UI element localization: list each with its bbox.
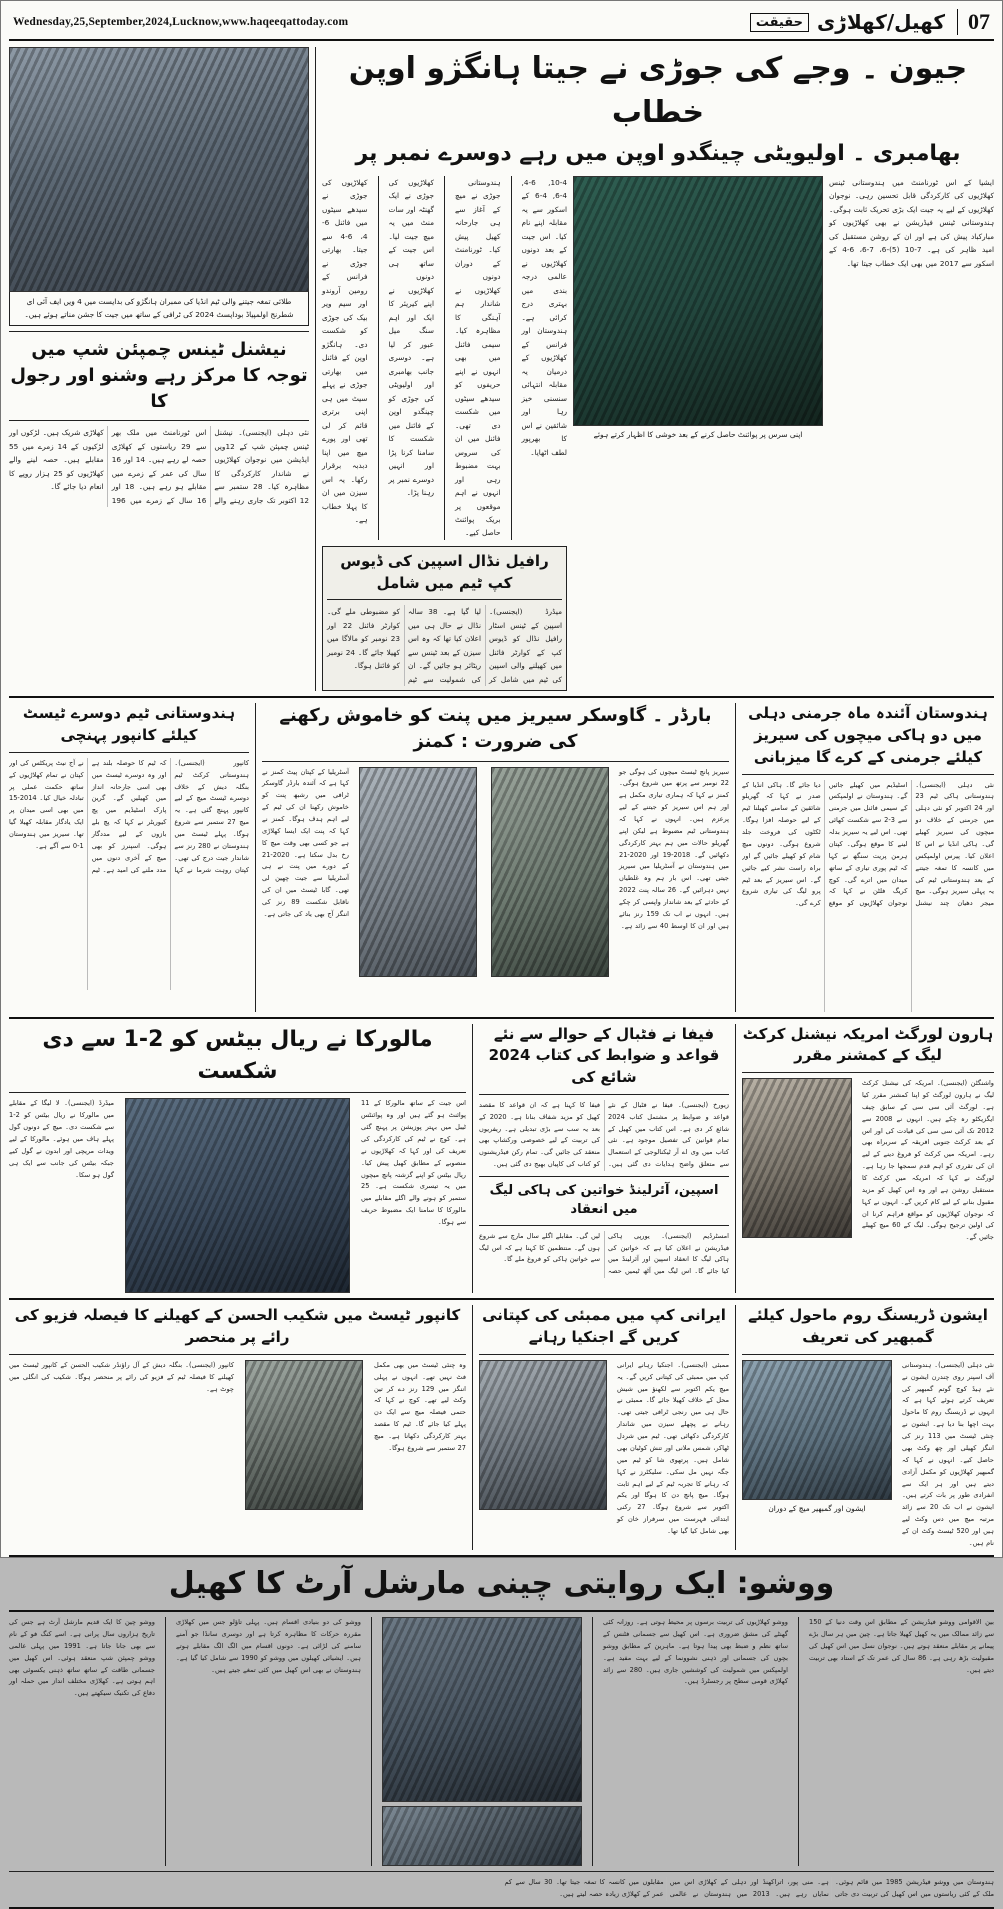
divider xyxy=(735,1024,736,1294)
divider xyxy=(472,1305,473,1549)
wushu-body-4: ووشو کھلاڑیوں کی تربیت برسوں پر محیط ہوتی ہے۔ روزانہ کئی گھنٹے کی مشق ضروری ہے۔ اس کھیل سے جسمانی فٹنس کے ساتھ نظم و ضبط بھی پیدا ہوتا ہے۔ ماہرین کے مطابق ووشو بچوں کی جسمانی اور ذہنی نشوونما کے لیے بہت مفید ہے۔ اولمپکس میں شمولیت کی کوششیں جاری ہیں۔ 280 سے زائد کھلاڑی قومی سطح پر رجسٹرڈ ہیں۔ xyxy=(603,1618,788,1686)
lead-main xyxy=(322,47,994,691)
wushu-photo-figure xyxy=(382,1617,582,1866)
story-dressing xyxy=(742,1305,994,1549)
cummins-photo xyxy=(491,767,609,977)
story-mallorca xyxy=(9,1024,466,1294)
shakib-body-b: وہ چنئی ٹیسٹ میں بھی مکمل فٹ نہیں تھے۔ انہوں نے پہلی اننگز میں 129 رنز دے کر تین وکٹ لیے تھے۔ کوچ نے کہا کہ حتمی فیصلہ میچ سے ایک دن پہلے کیا جائے گا۔ ٹیم کا مقصد بہتر کارکردگی دکھانا ہے۔ میچ 27 ستمبر سے شروع ہوگا۔ xyxy=(374,1360,466,1452)
divider xyxy=(371,1617,372,1866)
divider xyxy=(444,176,445,540)
row-two xyxy=(9,703,994,1011)
tennis-champ-body: نئی دہلی (ایجنسی)۔ نیشنل ٹینس چمپئن شپ کے 12ویں ایڈیشن میں نوجوان کھلاڑیوں نے شاندار کارکردگی کا مظاہرہ کیا۔ 28 ستمبر سے 12 اکتوبر تک جاری رہنے والے اس ٹورنامنٹ میں ملک بھر سے 29 ریاستوں کے کھلاڑی حصہ لے رہے ہیں۔ 14 اور 16 سال کی عمر کے زمرے میں مقابلے ہو رہے ہیں۔ 18 اور 16 سال کے زمرے میں 196 کھلاڑی شریک ہیں۔ لڑکوں اور لڑکیوں کے 14 زمرے میں 55 مقابلے ہیں۔ حصہ لینے والے کھلاڑیوں کو 25 ہزار روپے کا انعام دیا جائے گا۔ xyxy=(9,428,310,505)
nadal-inset-box xyxy=(322,546,567,691)
divider xyxy=(255,703,256,1011)
nadal-inset-body: میڈرڈ (ایجنسی)۔ اسپین کے ٹینس اسٹار رافیل نڈال کو ڈیوس کپ کے کوارٹر فائنل میں کھیلنے والی اسپین کی ٹیم میں شامل کر لیا گیا ہے۔ 38 سالہ نڈال نے حال ہی میں اعلان کیا تھا کہ وہ اس سیزن کے بعد ٹینس سے ریٹائر ہو جائیں گے۔ ان کی شمولیت سے ٹیم کو مضبوطی ملے گی۔ کوارٹر فائنل 22 اور 23 نومبر کو مالاگا میں کھیلا جائے گا۔ 24 نومبر کو فائنل ہوگا۔ xyxy=(327,607,562,684)
mallorca-headline: مالورکا نے ریال بیٹس کو 2-1 سے دی شکست xyxy=(42,1026,433,1084)
masthead-brand-group xyxy=(750,9,990,35)
lead-cols-abcd xyxy=(322,176,567,691)
lead-headline-2: بھامبری ۔ اولیویٹی چینگدو اوپن میں رہے دوسرے نمبر پر xyxy=(355,141,961,166)
brand-primary: کھیل/کھلاڑی xyxy=(816,10,945,34)
story-mumbai xyxy=(479,1305,729,1549)
divider xyxy=(378,176,379,540)
team-photo-caption: طلائی تمغہ جیتنے والی ٹیم انڈیا کی ممبران ہانگژو کی بدایست میں 4 ویں ایف آئی ای شطرنج اولمپیاڈ بوداپسٹ 2024 کی ٹرافی کے ساتھ میں جیت کا جشن مناتے ہوئے ہیں۔ xyxy=(9,292,309,326)
mallorca-body-b: اس جیت کے ساتھ مالورکا کے 11 پوائنٹ ہو گئے ہیں اور وہ پوائنٹس ٹیبل میں بہتر پوزیشن پر پہنچ گئی ہے۔ کوچ نے ٹیم کی کارکردگی کی تعریف کی اور کہا کہ کھلاڑیوں نے منصوبے کے مطابق کھیل پیش کیا۔ ریال بیٹس کو اپنے گزشتہ پانچ میچوں میں یہ تیسری شکست ہے۔ 25 ستمبر کو ہونے والے اگلے مقابلے میں مالورکا کا سامنا ایک مضبوط حریف سے ہوگا۔ xyxy=(361,1099,466,1226)
story-india-test xyxy=(9,703,249,1011)
divider xyxy=(165,1617,166,1866)
shakib-photo xyxy=(245,1360,363,1510)
lead-section xyxy=(9,47,994,691)
fifa-headline: فیفا نے فٹبال کے حوالے سے نئے قواعد و ضوابط کی کتاب 2024 شائع کی xyxy=(488,1024,720,1087)
wushu-body-3: ہندوستان میں ووشو فیڈریشن 1985 میں قائم ہوئی۔ ملک کے کئی ریاستوں میں اس کھیل کی تربیت دی جاتی ہے۔ منی پور، اتراکھنڈ اور دہلی کے کھلاڑی اس میں نمایاں رہے ہیں۔ 2013 میں ہندوستان نے عالمی مقابلوں میں کانسہ کا تمغہ جیتا تھا۔ 30 سال سے کم عمر کے کھلاڑی زیادہ حصہ لیتے ہیں۔ xyxy=(504,1878,994,1899)
lead-headline-1: جیون ۔ وجے کی جوڑی نے جیتا ہانگژو اوپن خطاب xyxy=(348,51,968,130)
wushu-fighters-photo xyxy=(382,1617,582,1802)
story-pant-cummins xyxy=(262,703,729,1011)
wushu-headline: ووشو: ایک روایتی چینی مارشل آرٹ کا کھیل xyxy=(168,1565,835,1601)
page-number: 07 xyxy=(957,9,990,35)
wushu-body-row xyxy=(9,1617,994,1866)
tennis-photo-figure xyxy=(573,176,823,691)
lead-col-e-wrap xyxy=(829,176,994,691)
wushu-body-5: بین الاقوامی ووشو فیڈریشن کے مطابق اس وقت دنیا کے 150 سے زائد ممالک میں یہ کھیل کھیلا جاتا ہے۔ چین میں ہر سال بڑے پیمانے پر مقابلے منعقد ہوتے ہیں۔ نوجوان نسل میں اس کھیل کی مقبولیت بڑھ رہی ہے۔ 86 سال کی عمر تک کے استاد بھی تربیت دیتے ہیں۔ xyxy=(809,1618,994,1674)
tennis-photo-caption: اپنی سرس پر پوائنٹ حاصل کرنے کے بعد خوشی کا اظہار کرتے ہوئے xyxy=(593,429,803,439)
fifa-sub-body: امسٹرڈیم (ایجنسی)۔ یورپی ہاکی فیڈریشن نے اعلان کیا ہے کہ خواتین کی ہاکی لیگ کا انعقاد اسپین اور آئرلینڈ میں کیا جائے گا۔ اس لیگ میں آٹھ ٹیمیں حصہ لیں گی۔ مقابلے اگلے سال مارچ سے شروع ہوں گے۔ منتظمین کا کہنا ہے کہ اس لیگ سے خواتین ہاکی کو فروغ ملے گا۔ xyxy=(479,1231,729,1276)
masthead xyxy=(9,7,994,41)
india-test-headline: ہندوستانی ٹیم دوسرے ٹیسٹ کیلئے کانپور پہنچی xyxy=(22,704,236,745)
dateline: Wednesday,25,September,2024,Lucknow,www.haqeeqattoday.com xyxy=(13,16,349,28)
pant-headline: بارڈر ۔ گاوسکر سیریز میں پنت کو خاموش رکھنے کی ضرورت : کمنز xyxy=(279,705,712,753)
dressing-body: نئی دہلی (ایجنسی)۔ ہندوستانی آف اسپنر روی چندرن ایشون نے نئے ہیڈ کوچ گوتم گمبھیر کی تعریف کرتے ہوئے کہا ہے کہ انہوں نے ڈریسنگ روم کا ماحول بہت اچھا بنا دیا ہے۔ ایشون نے چنئی ٹیسٹ میں 113 رنز کی اننگز کھیلی اور چھ وکٹ بھی حاصل کیے۔ انہوں نے کہا کہ گمبھیر کھلاڑیوں کو مکمل آزادی دیتے ہیں اور ہر ایک سے انفرادی طور پر بات کرتے ہیں۔ ایشون نے اب تک 20 سے زائد مرتبہ میچ میں دس وکٹ لیے ہیں اور 520 ٹیسٹ وکٹ ان کے نام ہیں۔ xyxy=(902,1360,994,1547)
india-test-body: کانپور (ایجنسی)۔ ہندوستانی کرکٹ ٹیم بنگلہ دیش کے خلاف دوسرے ٹیسٹ میچ کے لیے کانپور پہنچ گئی ہے۔ یہ میچ 27 ستمبر سے شروع ہوگا۔ پہلے ٹیسٹ میں ہندوستان نے 280 رنز سے شاندار جیت درج کی تھی۔ کپتان روہت شرما نے کہا کہ ٹیم کا حوصلہ بلند ہے اور وہ دوسرے ٹیسٹ میں بھی اسی جارحانہ انداز میں کھیلیں گے۔ گرین پارک اسٹیڈیم میں پچ کیوریٹر نے کہا کہ پچ بلے بازوں کے لیے مددگار ہوگی۔ اسپنرز کو بھی میچ کے آخری دنوں میں مدد ملنے کی امید ہے۔ ٹیم نے آج نیٹ پریکٹس کی اور کپتان نے تمام کھلاڑیوں کے ساتھ حکمت عملی پر تبادلہ خیال کیا۔ 2014-15 میں بھی اسی میدان پر ایک یادگار مقابلہ کھیلا گیا تھا۔ سیریز میں ہندوستان 1-0 سے آگے ہے۔ xyxy=(9,758,249,874)
divider xyxy=(511,176,512,540)
pant-body-a: آسٹریلیا کے کپتان پیٹ کمنز نے کہا ہے کہ آئندہ بارڈر گاوسکر ٹرافی میں رشبھ پنت کو خاموش رکھنا ان کی ٹیم کے لیے اہم ہدف ہوگا۔ کمنز نے کہا کہ پنت ایک ایسا کھلاڑی ہے جو کسی بھی وقت میچ کا رخ بدل سکتا ہے۔ 2020-21 کے دورے میں پنت نے ہی آسٹریلیا سے جیت چھین لی تھی۔ گابا ٹیسٹ میں ان کی ناقابل شکست 89 رنز کی اننگز آج بھی یاد کی جاتی ہے۔ xyxy=(262,767,349,918)
pant-body-b: سیریز پانچ ٹیسٹ میچوں کی ہوگی جو 22 نومبر سے پرتھ میں شروع ہوگی۔ کمنز نے کہا کہ ہماری تیاری مکمل ہے اور ہم اس سیریز کو جیتنے کے لیے پرعزم ہیں۔ انہوں نے کہا کہ ہندوستانی ٹیم مضبوط ہے لیکن اپنے گھریلو حالات میں ہم بہتر کارکردگی دکھائیں گے۔ 2018-19 اور 2020-21 میں ہندوستان نے آسٹریلیا میں سیریز جیتی تھی۔ اس بار ہم وہ غلطیاں نہیں دہرائیں گے۔ 26 سالہ پنت 2022 کے حادثے کے بعد شاندار واپسی کر چکے ہیں۔ انہوں نے اب تک 159 رنز بنائے ہیں اور ان کا اوسط 40 سے زائد ہے۔ xyxy=(619,767,729,930)
wushu-body-2: ووشو کی دو بنیادی اقسام ہیں۔ پہلی تاؤلو جس میں کھلاڑی مقررہ حرکات کا مظاہرہ کرتا ہے اور دوسری سانڈا جو آمنے سامنے کی لڑائی ہے۔ دونوں اقسام میں الگ الگ مقابلے ہوتے ہیں۔ ایشیائی کھیلوں میں ووشو کو 1990 سے شامل کیا گیا ہے۔ ہندوستان نے بھی اس کھیل میں کئی تمغے جیتے ہیں۔ xyxy=(176,1618,361,1674)
divider xyxy=(735,1305,736,1549)
lead-col-d: 10-4, 4-6, 6-4, 6-4 کے اسکور سے یہ مقابلہ اپنے نام کیا۔ اس جیت کے بعد دونوں کھلاڑیوں نے عالمی درجہ بندی میں بہتری درج کرائی ہے۔ ہندوستان اور فرانس کے کھلاڑیوں کے درمیان یہ مقابلہ انتہائی سنسنی خیز رہا اور شائقین نے اس کا بھرپور لطف اٹھایا۔ xyxy=(521,177,567,457)
brand-secondary: حقیقت xyxy=(750,13,809,32)
lead-col-e: ایشیا کے اس ٹورنامنٹ میں ہندوستانی ٹینس کھلاڑیوں کی کارکردگی قابل تحسین رہی۔ نوجوان کھلاڑیوں کے لیے یہ جیت ایک بڑی تحریک ثابت ہوگی۔ ہندوستانی ٹینس فیڈریشن نے بھی کھلاڑیوں کو مبارکباد پیش کی ہے اور ان کے روشن مستقبل کی امید ظاہر کی ہے۔ 7-10 (5)-6، 7-6، 6-4 کے اسکور سے 2017 میں بھی ایک خطاب جیتا تھا۔ xyxy=(829,177,994,268)
dressing-headline: ایشون ڈریسنگ روم ماحول کیلئے گمبھیر کی تعریف xyxy=(748,1306,988,1347)
football-match-photo xyxy=(125,1098,350,1293)
story-germany xyxy=(742,703,994,1011)
ashwin-gambhir-photo xyxy=(742,1360,892,1500)
lead-left-column xyxy=(9,47,309,691)
tennis-players-photo xyxy=(573,176,823,426)
lead-col-c: ہندوستانی جوڑی نے میچ کے آغاز سے ہی جارحانہ کھیل پیش کیا۔ ٹورنامنٹ کے دوران دونوں کھلاڑیوں نے شاندار ہم آہنگی کا مظاہرہ کیا۔ سیمی فائنل میں بھی انہوں نے اپنے حریفوں کو سیدھے سیٹوں میں شکست دی تھی۔ فائنل میں ان کی سروس بہت مضبوط رہی اور انہوں نے اہم موقعوں پر بریک پوائنٹ حاصل کیے۔ xyxy=(455,177,501,538)
germany-headline: ہندوستان آئندہ ماہ جرمنی دہلی میں دو ہاکی میچوں کی سیریز کیلئے جرمنی کے کرے گا میزبانی xyxy=(748,704,988,766)
divider xyxy=(472,1024,473,1294)
harun-lorgat-photo xyxy=(742,1078,852,1238)
story-harun xyxy=(742,1024,994,1294)
nadal-inset-headline: رافیل نڈال اسپین کی ڈیوس کپ ٹیم میں شامل xyxy=(340,551,549,592)
lead-col-a: کھلاڑیوں کی جوڑی نے سیدھے سیٹوں میں فائنل 6-4، 6-4 سے جیتا۔ بھارتی جوڑی نے فرانس کے رومین آروندو اور سیم ویر بیک کی جوڑی کو شکست دی۔ ہانگژو اوپن کے فائنل میں بھارتی جوڑی نے پہلے سیٹ میں ہی اپنی برتری قائم کر لی تھی اور پورے میچ میں اپنا دبدبہ برقرار رکھا۔ یہ اس سیزن میں ان کا پہلا خطاب ہے۔ xyxy=(322,177,368,524)
fifa-sub-headline: اسپین، آئرلینڈ خواتین کی ہاکی لیگ میں انعقاد xyxy=(489,1183,719,1217)
rahane-photo xyxy=(479,1360,607,1510)
dressing-photo-figure xyxy=(742,1360,892,1550)
story-wushu xyxy=(9,1562,994,1901)
fifa-body: زیورخ (ایجنسی)۔ فیفا نے فٹبال کے نئے قواعد و ضوابط پر مشتمل کتاب 2024 شائع کر دی ہے۔ اس کتاب میں کھیل کے تمام قوانین کی تفصیل موجود ہے۔ نئی کتاب میں وی اے آر ٹیکنالوجی کے استعمال سے متعلق واضح ہدایات دی گئی ہیں۔ فیفا کا کہنا ہے کہ ان قواعد کا مقصد کھیل کو مزید شفاف بنانا ہے۔ 2020 کے بعد یہ سب سے بڑی تبدیلی ہے۔ ریفریوں کی تربیت کے لیے خصوصی ورکشاپ بھی منعقد کی جائیں گی۔ تمام رکن فیڈریشنوں کو کتاب کی کاپیاں بھیج دی گئی ہیں۔ xyxy=(479,1100,729,1169)
divider xyxy=(735,703,736,1011)
dressing-photo-caption: ایشون اور گمبھیر میچ کے دوران xyxy=(768,1503,866,1513)
wushu-secondary-photo xyxy=(382,1806,582,1866)
story-shakib xyxy=(9,1305,466,1549)
lead-col-b: کھلاڑیوں کی جوڑی نے ایک گھنٹہ اور سات منٹ میں یہ میچ جیت لیا۔ اس جیت کے ساتھ ہی دونوں کھلاڑیوں نے اپنے کیریئر کا ایک اور اہم سنگ میل عبور کر لیا ہے۔ دوسری جانب بھامبری اور اولیویٹی کی جوڑی کو چینگدو اوپن کے فائنل میں شکست کا سامنا کرنا پڑا اور انہیں دوسرے نمبر پر رہنا پڑا۔ xyxy=(388,177,434,498)
tennis-champ-headline: نیشنل ٹینس چمپئن شپ میں توجہ کا مرکز رہے وشنو اور رجول کا xyxy=(10,339,308,413)
mumbai-body: ممبئی (ایجنسی)۔ اجنکیا رہانے ایرانی کپ میں ممبئی کی کپتانی کریں گے۔ یہ میچ یکم اکتوبر سے لکھنؤ میں شیش محل کے خلاف کھیلا جائے گا۔ ممبئی نے حال ہی میں رنجی ٹرافی جیتی تھی۔ رہانے نے پچھلے سیزن میں شاندار کارکردگی دکھائی تھی۔ ٹیم میں شردل ٹھاکر، شمس ملانی اور تنش کوٹیان بھی شامل ہیں۔ پرتھوی شا کو ٹیم میں جگہ نہیں مل سکی۔ سلیکٹرز نے کہا کہ رہانے کا تجربہ ٹیم کے لیے اہم ثابت ہوگا۔ میچ پانچ دن کا ہوگا اور یکم اکتوبر سے شروع ہوگا۔ 27 رکنی ابتدائی فہرست میں سرفراز خان کو بھی شامل کیا گیا تھا۔ xyxy=(617,1360,729,1535)
mallorca-body-a: میڈرڈ (ایجنسی)۔ لا لیگا کے مقابلے میں مالورکا نے ریال بیٹس کو 2-1 سے شکست دی۔ میچ کے دونوں گول پہلے ہاف میں ہوئے۔ مالورکا کے لیے ویدات مریچی اور ابدون نے گول کیے جبکہ بیٹس کی جانب سے ایک ہی گول ہو سکا۔ xyxy=(9,1099,114,1179)
mumbai-headline: ایرانی کپ میں ممبئی کی کپتانی کریں گے اجنکیا رہانے xyxy=(482,1306,726,1347)
germany-body: نئی دہلی (ایجنسی)۔ ہندوستانی ہاکی ٹیم 23 اور 24 اکتوبر کو نئی دہلی میں جرمنی کے خلاف دو میچوں کی سیریز کھیلے گی۔ ہاکی انڈیا نے اس کا اعلان کیا۔ پیرس اولمپکس میں کانسہ کا تمغہ جیتنے کے بعد ہندوستانی ٹیم کی یہ پہلی سیریز ہوگی۔ میچ میجر دھیان چند نیشنل اسٹیڈیم میں کھیلے جائیں گے۔ ہندوستان نے اولمپکس کے سیمی فائنل میں جرمنی سے 3-2 سے شکست کھائی تھی۔ اس لیے یہ سیریز بدلہ لینے کا موقع ہوگی۔ کپتان ہرمن پریت سنگھ نے کہا کہ ٹیم پوری تیاری کے ساتھ میدان میں اترے گی۔ کوچ کریگ فلٹن نے کہا کہ نوجوان کھلاڑیوں کو موقع دیا جائے گا۔ ہاکی انڈیا کے صدر نے کہا کہ گھریلو شائقین کے سامنے کھیلنا ٹیم کے لیے حوصلہ افزا ہوگا۔ ٹکٹوں کی فروخت جلد شروع ہوگی۔ دونوں میچ شام کو کھیلے جائیں گے اور براہ راست نشر کیے جائیں گے۔ اس سیریز کے بعد ٹیم پرو لیگ کی تیاری شروع کرے گی۔ xyxy=(742,780,994,908)
shakib-headline: کانپور ٹیسٹ میں شکیب الحسن کے کھیلنے کا فیصلہ فزیو کی رائے پر منحصر xyxy=(14,1306,461,1347)
shakib-body-a: کانپور (ایجنسی)۔ بنگلہ دیش کے آل راؤنڈر شکیب الحسن کے کانپور ٹیسٹ میں کھیلنے کا فیصلہ ٹیم کے فزیو کی رائے پر منحصر ہوگا۔ شکیب کی انگلی میں چوٹ ہے۔ xyxy=(9,1360,234,1393)
team-india-photo xyxy=(9,47,309,292)
story-fifa xyxy=(479,1024,729,1294)
harun-headline: ہارون لورگٹ امریکہ نیشنل کرکٹ لیگ کے کمشنر مقرر xyxy=(742,1024,994,1065)
wushu-body-1: ووشو چین کا ایک قدیم مارشل آرٹ ہے جس کی تاریخ ہزاروں سال پرانی ہے۔ اسے کنگ فو کے نام سے بھی جانا جاتا ہے۔ 1991 میں پہلی عالمی ووشو چمپئن شپ منعقد ہوئی۔ اس کھیل میں جسمانی طاقت کے ساتھ ساتھ ذہنی یکسوئی بھی اہم ہوتی ہے۔ کھلاڑی مختلف انداز میں حملہ اور دفاع کی تکنیک سیکھتے ہیں۔ xyxy=(9,1618,155,1698)
harun-body: واشنگٹن (ایجنسی)۔ امریکہ کی نیشنل کرکٹ لیگ نے ہارون لورگٹ کو اپنا کمشنر مقرر کیا ہے۔ لورگٹ آئی سی سی کے سابق چیف ایگزیکٹو رہ چکے ہیں۔ انہوں نے 2008 سے 2012 تک آئی سی سی کی قیادت کی اور اس کے بعد کرکٹ جنوبی افریقہ کے سربراہ بھی رہے۔ امریکہ میں کرکٹ کو فروغ دینے کے لیے ان کی تقرری کو اہم قدم سمجھا جا رہا ہے۔ لورگٹ نے کہا کہ امریکہ میں کرکٹ کا مستقبل روشن ہے اور وہ اس کھیل کو مزید مقبول بنانے کے لیے کام کریں گے۔ انہوں نے کہا کہ نوجوان کھلاڑیوں کو مواقع فراہم کرنا ان کی اولین ترجیح ہوگی۔ لیگ کے 60 میچ کھیلے جائیں گے۔ xyxy=(862,1079,995,1242)
divider xyxy=(798,1617,799,1866)
pant-photo xyxy=(359,767,477,977)
divider xyxy=(592,1617,593,1866)
row-four xyxy=(9,1305,994,1549)
row-three xyxy=(9,1024,994,1294)
divider xyxy=(315,47,316,691)
